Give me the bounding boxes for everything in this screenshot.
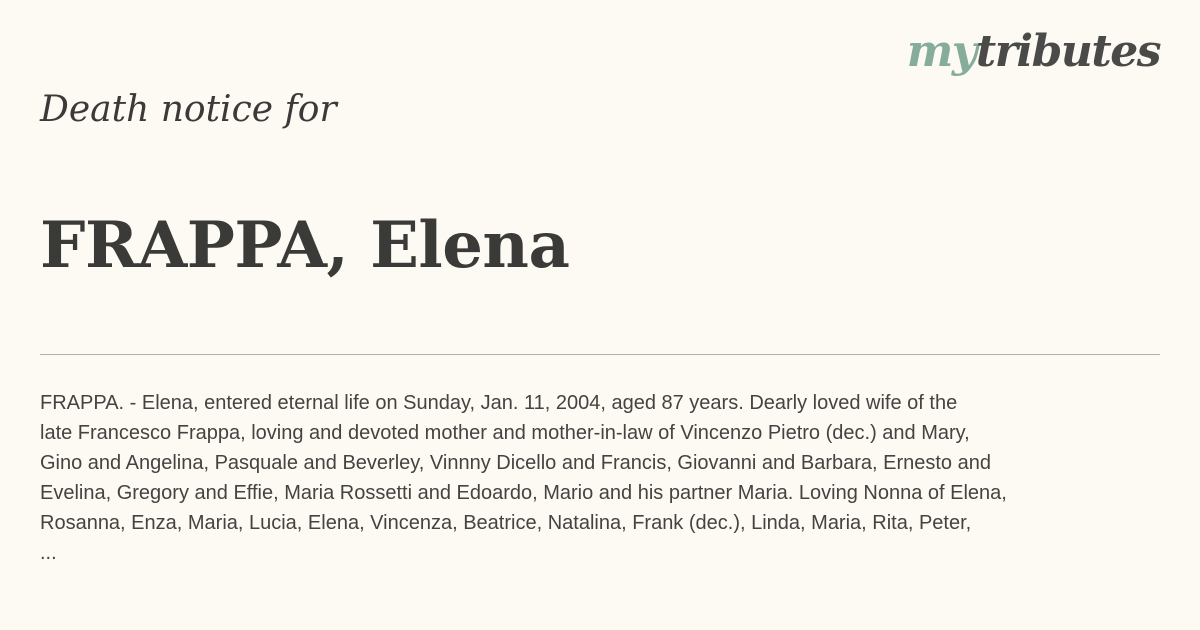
notice-body-line: Rosanna, Enza, Maria, Lucia, Elena, Vincenza, Beatrice, Natalina, Frank (dec.), Linda, Maria, Rita, Peter, xyxy=(40,512,972,534)
divider xyxy=(40,354,1160,355)
notice-body-ellipsis: ... xyxy=(40,542,57,564)
logo-suffix: tributes xyxy=(975,26,1160,77)
notice-body-line: FRAPPA. - Elena, entered eternal life on Sunday, Jan. 11, 2004, aged 87 years. Dearly loved wife of the xyxy=(40,392,958,414)
death-notice-label: Death notice for xyxy=(40,89,337,130)
notice-body-line: Evelina, Gregory and Effie, Maria Rossetti and Edoardo, Mario and his partner Maria. Loving Nonna of Elena, xyxy=(40,482,1007,504)
notice-body-line: Gino and Angelina, Pasquale and Beverley, Vinnny Dicello and Francis, Giovanni and Barbara, Ernesto and xyxy=(40,452,991,474)
notice-body xyxy=(40,388,1150,568)
mytributes-logo xyxy=(906,26,1160,77)
deceased-name: FRAPPA, Elena xyxy=(40,208,570,283)
notice-body-line: late Francesco Frappa, loving and devoted mother and mother-in-law of Vincenzo Pietro (dec.) and Mary, xyxy=(40,422,970,444)
logo-prefix: my xyxy=(906,26,976,77)
